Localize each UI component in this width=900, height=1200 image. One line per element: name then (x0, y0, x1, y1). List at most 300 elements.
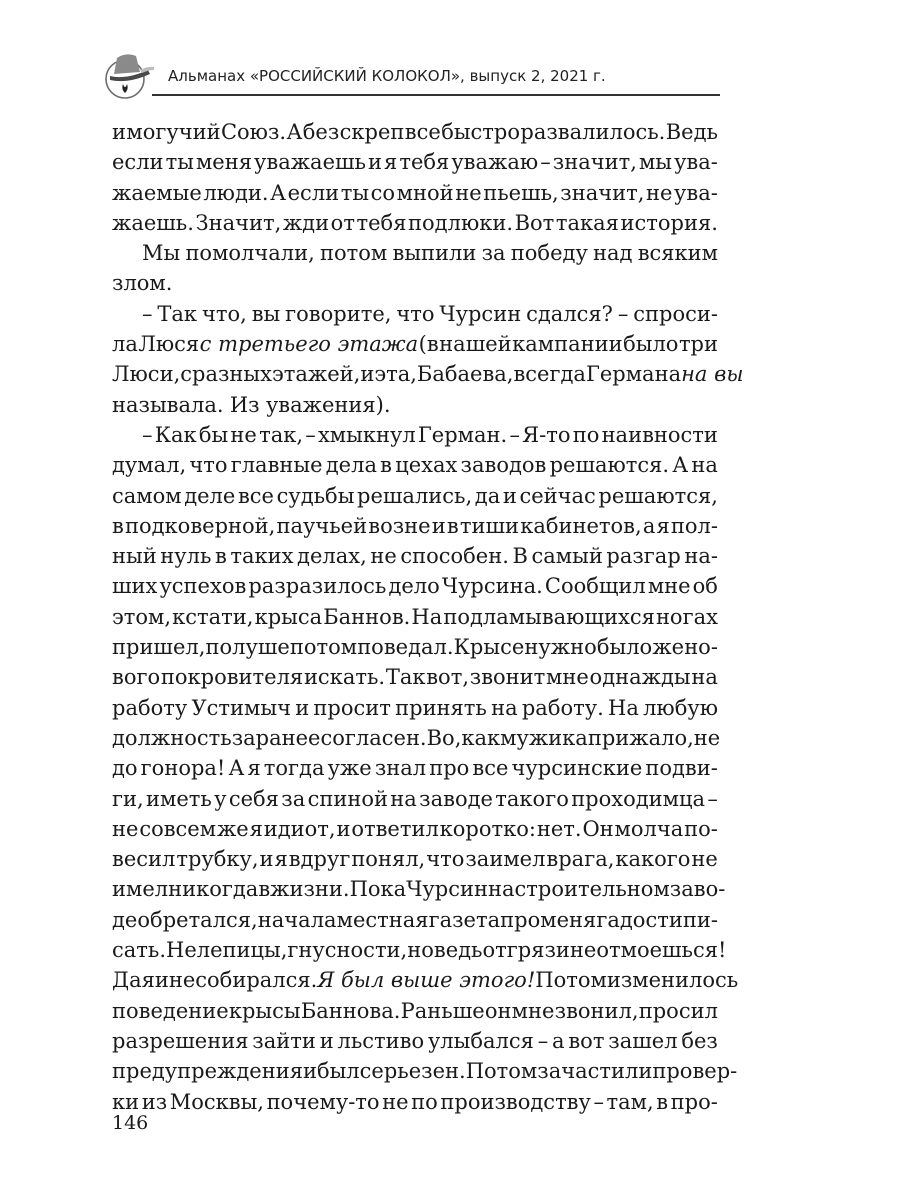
word: В (512, 544, 528, 569)
word: звонит (469, 665, 546, 690)
word: прижало, (587, 725, 694, 750)
word: не (569, 938, 597, 963)
word: я (656, 513, 670, 538)
word: из (141, 1089, 168, 1114)
word: дела (325, 453, 377, 478)
word: над (593, 241, 633, 266)
word: значит, (552, 150, 637, 175)
text-line (112, 996, 718, 1026)
word: если (287, 180, 340, 205)
word: врага, (546, 847, 615, 872)
word: что (396, 301, 435, 326)
word: Да (112, 968, 142, 993)
text-line (112, 693, 718, 723)
word: не (230, 422, 257, 447)
word: Мы (142, 241, 181, 266)
word: Вот (514, 210, 555, 235)
word: хмыкнул (317, 422, 416, 447)
text-line (112, 329, 718, 359)
word: Москвы, (169, 1089, 264, 1114)
word: – (509, 422, 520, 447)
word: себя (228, 786, 279, 811)
word: чурсинские (511, 756, 643, 781)
word: мне (511, 998, 555, 1023)
word: ногах (655, 604, 718, 629)
word: деле (184, 483, 236, 508)
word: решались, (357, 483, 473, 508)
word: предупреждения (112, 1059, 303, 1084)
word: всегда (513, 362, 586, 387)
word: и (302, 1059, 317, 1084)
word: и (336, 816, 351, 841)
word: без (302, 120, 340, 144)
word: пи- (682, 907, 718, 932)
word: заимел (465, 847, 546, 872)
word: все (472, 756, 509, 781)
word: такая (555, 210, 619, 235)
word: с (180, 362, 193, 387)
word: таких (230, 544, 294, 569)
word: и (154, 968, 169, 993)
word: на (491, 695, 518, 720)
word: На (411, 604, 443, 629)
text-line (112, 1026, 718, 1056)
text-line (112, 602, 718, 632)
word: от (482, 938, 507, 963)
word: мне (647, 574, 691, 599)
word: по (411, 1089, 438, 1114)
word: совсем (139, 816, 217, 841)
word: собирался. (195, 968, 318, 993)
word: но (407, 938, 434, 963)
word: жаешь. (112, 210, 194, 235)
word: Баннов. (323, 604, 411, 629)
word: но- (684, 635, 718, 660)
word: всяким (637, 241, 718, 266)
word: от (330, 210, 355, 235)
text-line (112, 299, 718, 329)
word: развалилось. (520, 120, 666, 144)
word: – (305, 422, 316, 447)
word: подковерной, (124, 513, 276, 538)
word: что, (201, 301, 247, 326)
word: нужно (524, 635, 597, 660)
word: вот, (426, 665, 469, 690)
word: коротко: (439, 816, 536, 841)
word: и (360, 362, 375, 387)
word: выпили (392, 241, 477, 266)
word: крысы (228, 998, 301, 1023)
word: – (540, 150, 551, 175)
word: про- (670, 1089, 718, 1114)
word: имел (112, 877, 169, 902)
word: Нелепицы, (166, 938, 288, 963)
word: ты (165, 150, 194, 175)
word: жди (282, 210, 330, 235)
word: мужика (500, 725, 588, 750)
word: производству (440, 1089, 591, 1114)
text-line (112, 117, 718, 147)
word: этом, (112, 604, 172, 629)
word: там, (606, 1089, 654, 1114)
text-line (112, 753, 718, 783)
word: почему-то (266, 1089, 380, 1114)
word: Так (157, 301, 198, 326)
word: ги, (112, 786, 144, 811)
word: уважаю (451, 150, 539, 175)
word: этажей, (272, 362, 361, 387)
word: и (319, 1028, 334, 1053)
bell-logo-icon (104, 50, 156, 100)
word: успехов (159, 574, 247, 599)
word: люди. (203, 180, 269, 205)
word: в (446, 513, 459, 538)
word: и (112, 120, 126, 144)
word: проходимца (571, 786, 706, 811)
word: Крысе (453, 635, 525, 660)
word: уже (327, 756, 372, 781)
word: ки (112, 1089, 140, 1114)
word: звонил, (554, 998, 639, 1023)
text-line (112, 874, 726, 904)
word: уважения). (265, 392, 391, 417)
text-line (112, 511, 718, 541)
word: вдруг (288, 847, 351, 872)
word: по- (684, 816, 718, 841)
word: Раньше (400, 998, 485, 1023)
word: работу (112, 695, 188, 720)
word: решаются, (598, 483, 718, 508)
word: дело (388, 574, 440, 599)
word: однажды (589, 665, 691, 690)
word: было (623, 332, 679, 357)
word: провер- (652, 1059, 738, 1084)
word: просит (313, 695, 391, 720)
word: думал, (112, 453, 187, 478)
word: а (642, 513, 656, 538)
word: на (390, 786, 417, 811)
word: так, (259, 422, 304, 447)
word: говорите, (285, 301, 392, 326)
word: ведь (433, 938, 483, 963)
text-line (112, 1056, 738, 1086)
word: не (646, 180, 673, 205)
word: подламывающихся (443, 604, 655, 629)
word: называла. (112, 392, 224, 417)
text-line (112, 450, 718, 480)
word: начала (257, 907, 337, 932)
text-line (112, 965, 739, 995)
word: цехах (395, 453, 458, 478)
word: газета (428, 907, 501, 932)
word: А (286, 120, 303, 144)
word: заводе (419, 786, 493, 811)
word: злом. (112, 271, 173, 296)
word: Германа (585, 362, 682, 387)
text-line (112, 632, 718, 662)
word: победу (510, 241, 588, 266)
text-line (112, 420, 718, 450)
word: на (488, 877, 515, 902)
word: изменилось (606, 968, 739, 993)
word: по (572, 422, 600, 447)
text-line (112, 662, 718, 692)
text-line (112, 178, 718, 208)
word: зашел (608, 1028, 678, 1053)
word: льстиво (337, 1028, 425, 1053)
word: быстро (441, 120, 521, 144)
word: какого (615, 847, 691, 872)
word: грязи (506, 938, 570, 963)
word: ный (112, 544, 157, 569)
word: принять (395, 695, 487, 720)
word: нуль (160, 544, 212, 569)
word: решаются. (549, 453, 670, 478)
word: разрешения (112, 1028, 249, 1053)
word: спиной (307, 786, 388, 811)
word: иметь (146, 786, 212, 811)
word: разных (192, 362, 272, 387)
word: мы (638, 150, 673, 175)
word: паучьей (276, 513, 368, 538)
word: без (681, 1028, 718, 1053)
text-line (112, 844, 718, 874)
word: Чурсин (439, 301, 522, 326)
word: должность (112, 725, 232, 750)
word: тебя (356, 210, 407, 235)
word: в (112, 513, 124, 538)
word: Бабаева, (416, 362, 514, 387)
word: же (216, 816, 249, 841)
word: разгар (606, 544, 681, 569)
word: Так (385, 665, 426, 690)
word: тебя (399, 150, 450, 175)
word: знал (374, 756, 427, 781)
word: три (678, 332, 718, 357)
word: пьешь, (483, 180, 559, 205)
word: что (189, 453, 228, 478)
word: кстати, (172, 604, 254, 629)
word: не (370, 544, 397, 569)
word: идиот, (263, 816, 336, 841)
word: наивности (601, 422, 718, 447)
running-header (104, 50, 720, 100)
word: А (228, 756, 245, 781)
word: бы (198, 422, 229, 447)
word: у (214, 786, 227, 811)
word: сать. (112, 938, 167, 963)
text-line (112, 481, 718, 511)
word: нет. (536, 816, 582, 841)
word: делах, (297, 544, 367, 569)
word: главные (230, 453, 323, 478)
word: был (316, 1059, 360, 1084)
text-line (112, 935, 727, 965)
word: про (429, 756, 470, 781)
word: и (502, 483, 517, 508)
word: в (380, 453, 392, 478)
word: весил (112, 847, 176, 872)
word: Ведь (665, 120, 718, 144)
word: за (481, 241, 506, 266)
word: ла (112, 332, 138, 357)
word: не (693, 725, 721, 750)
word: Сообщил (544, 574, 646, 599)
word: не (112, 816, 139, 841)
word: сдался? (526, 301, 613, 326)
word: обретался, (137, 907, 258, 932)
word: могучий (126, 120, 221, 144)
word: – (593, 1089, 604, 1114)
word: зайти (252, 1028, 316, 1053)
word: не (691, 847, 718, 872)
word: Устимыч (191, 695, 291, 720)
word: не (168, 968, 196, 993)
text-line (112, 784, 718, 814)
word: ших (112, 574, 158, 599)
word: пришел, (112, 635, 206, 660)
word: меня (540, 907, 597, 932)
word: заво- (669, 877, 726, 902)
word: Во, (426, 725, 462, 750)
word: Значит, (195, 210, 282, 235)
word: Чурсина. (441, 574, 543, 599)
word: самом (112, 483, 182, 508)
word: мне (546, 665, 589, 690)
word: скреп (339, 120, 405, 144)
word: разразилось (248, 574, 387, 599)
word: серьезен. (359, 1059, 466, 1084)
word: в (214, 544, 227, 569)
word: искать. (303, 665, 386, 690)
word: такого (495, 786, 569, 811)
word: за (281, 786, 306, 811)
text-line (112, 208, 718, 238)
word: трубку, (176, 847, 259, 872)
word: я (249, 816, 263, 841)
word: вого (112, 665, 161, 690)
word: покровителя (160, 665, 304, 690)
text-line (112, 571, 718, 601)
word: Пока (349, 877, 407, 902)
word: любую (643, 695, 718, 720)
word: Потом (535, 968, 607, 993)
word: А (672, 453, 689, 478)
word: было (596, 635, 653, 660)
word: и (259, 847, 274, 872)
word: не (455, 180, 482, 205)
word: местная (336, 907, 429, 932)
word: Люся (138, 332, 200, 357)
word: ува- (674, 180, 718, 205)
word: подви- (645, 756, 718, 781)
word: об (692, 574, 718, 599)
word: самый (531, 544, 603, 569)
word: да (474, 483, 501, 508)
word: – (617, 301, 629, 326)
word: молча (614, 816, 684, 841)
word: спроси- (633, 301, 718, 326)
word: мной (396, 180, 454, 205)
word: на- (684, 544, 718, 569)
text-line (112, 238, 718, 268)
word: же (652, 635, 685, 660)
word: Баннова. (300, 998, 401, 1023)
word: не (382, 1089, 409, 1114)
word: тогда (263, 756, 325, 781)
word: что (426, 847, 465, 872)
word: улыбался (427, 1028, 534, 1053)
word: на (691, 453, 718, 478)
word: я (384, 150, 398, 175)
word: Из (229, 392, 260, 417)
word: подлюки. (408, 210, 514, 235)
word: – (142, 301, 153, 326)
word: ты (340, 180, 370, 205)
word: жаемые (112, 180, 202, 205)
word: Герман. (417, 422, 508, 447)
word: вот (568, 1028, 605, 1053)
word: тиши (459, 513, 520, 538)
word: гнусности, (287, 938, 408, 963)
word: Я-то (522, 422, 571, 447)
word: Как (154, 422, 197, 447)
word: крыса (254, 604, 323, 629)
word: согласен. (320, 725, 427, 750)
word: в (258, 877, 271, 902)
word: меня (195, 150, 252, 175)
word: все (404, 120, 441, 144)
word: я (141, 968, 155, 993)
text-line (112, 147, 718, 177)
running-title: Альманах «РОССИЙСКИЙ КОЛОКОЛ», выпуск 2, 2021 г. (168, 67, 606, 85)
word: гонора! (140, 756, 226, 781)
italic-phrase: Я был выше этого! (317, 968, 536, 993)
header-rule (152, 94, 720, 96)
word: отмоешься! (596, 938, 727, 963)
word: понял, (351, 847, 426, 872)
word: На (608, 695, 639, 720)
word: ответил (351, 816, 439, 841)
word: пол- (670, 513, 718, 538)
word: Союз. (220, 120, 287, 144)
page-number: 146 (112, 1112, 149, 1134)
word: я (274, 847, 288, 872)
word: вы (251, 301, 281, 326)
word: работу. (521, 695, 604, 720)
word: А (270, 180, 287, 205)
text-line (112, 1087, 718, 1117)
text-line (112, 905, 718, 935)
word: про (500, 907, 541, 932)
word: и (368, 150, 382, 175)
word: сейчас (519, 483, 596, 508)
word: Люси, (112, 362, 181, 387)
word: если (112, 150, 164, 175)
text-line (112, 723, 721, 753)
word: судьбы (276, 483, 355, 508)
word: зачастили (537, 1059, 653, 1084)
word: кампании (512, 332, 623, 357)
word: и (295, 695, 310, 720)
word: – (142, 422, 153, 447)
word: способен. (400, 544, 509, 569)
word: заводов (460, 453, 547, 478)
text-line (112, 359, 744, 389)
word: уважаешь (254, 150, 366, 175)
word: – (537, 1028, 549, 1053)
italic-phrase: на вы (681, 362, 744, 387)
